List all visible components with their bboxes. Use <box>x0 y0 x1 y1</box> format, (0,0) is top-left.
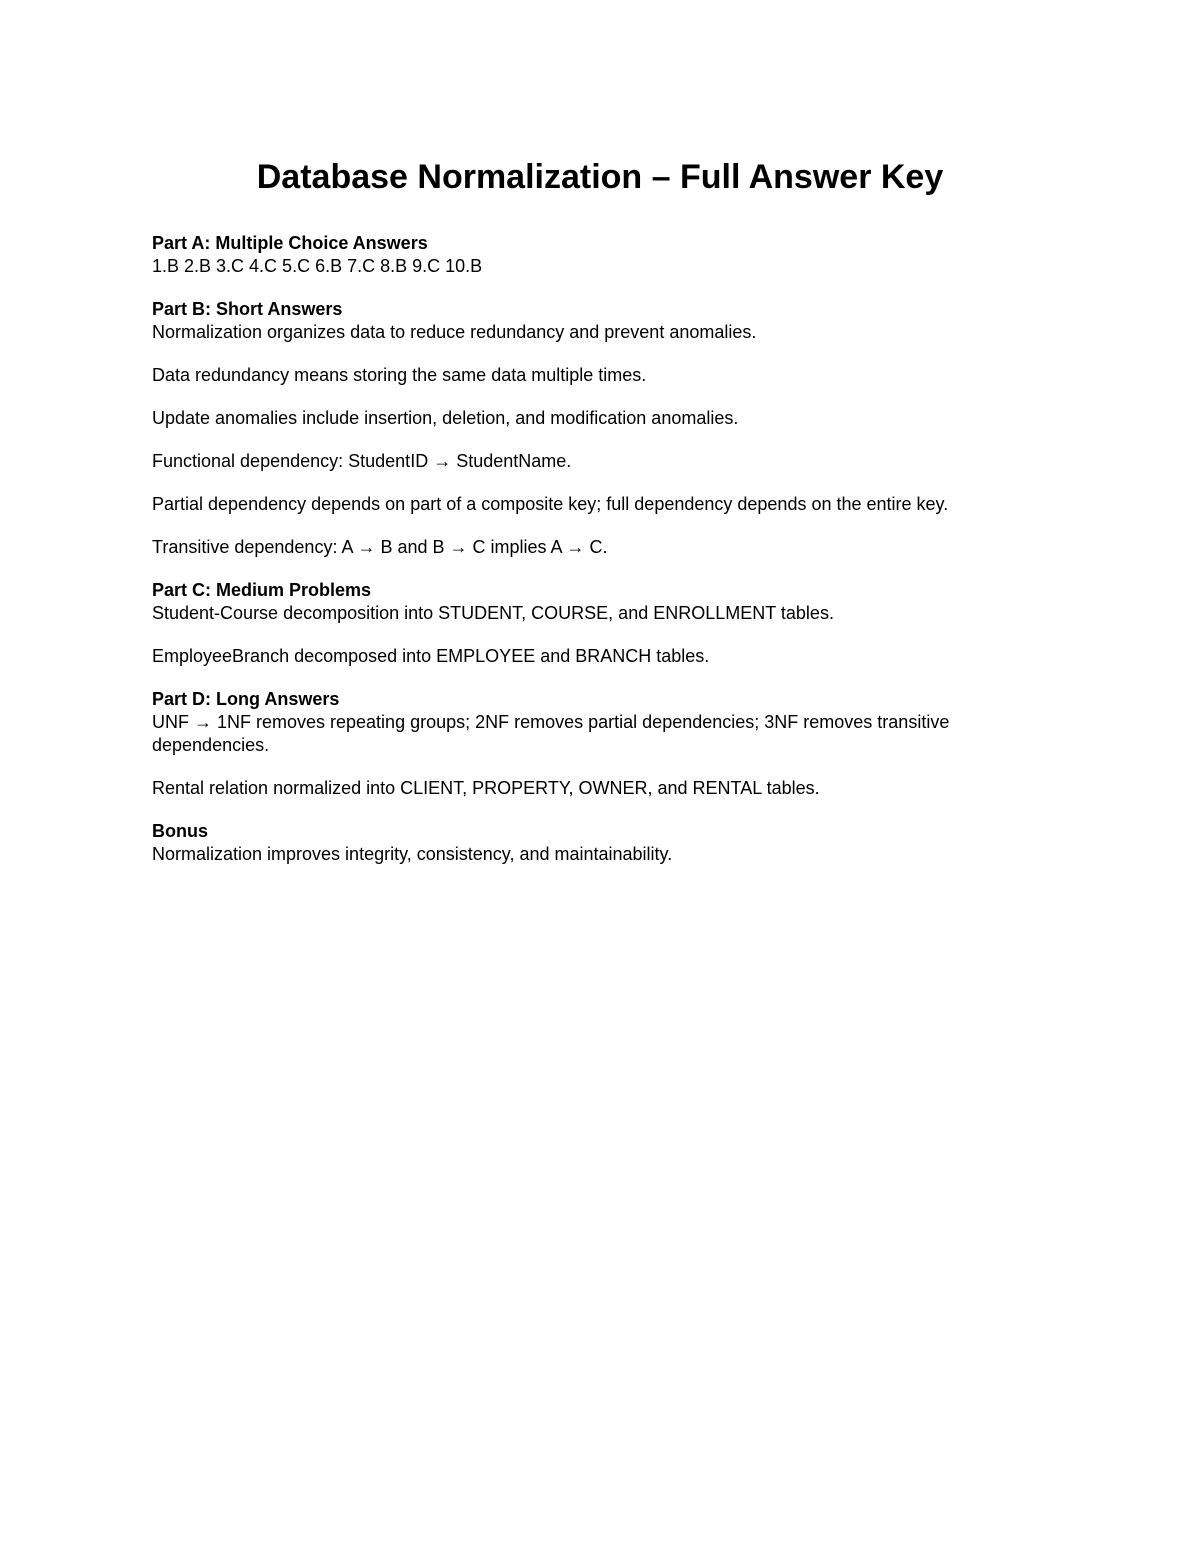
answer-line: Normalization improves integrity, consistency, and maintainability. <box>152 844 673 864</box>
section-heading: Part D: Long Answers <box>152 689 340 709</box>
answer-line: Student-Course decomposition into STUDENT, COURSE, and ENROLLMENT tables. <box>152 603 834 623</box>
document-title: Database Normalization – Full Answer Key <box>256 158 944 196</box>
section-heading: Part C: Medium Problems <box>152 580 372 600</box>
answer-line: Rental relation normalized into CLIENT, PROPERTY, OWNER, and RENTAL tables. <box>152 778 820 798</box>
answer-line: UNF → 1NF removes repeating groups; 2NF removes partial dependencies; 3NF removes transitive dependencies. <box>152 712 950 755</box>
answer-line: Normalization organizes data to reduce redundancy and prevent anomalies. <box>152 322 757 342</box>
section-heading: Bonus <box>152 821 208 841</box>
section-part-a <box>152 232 1052 278</box>
document-body <box>152 232 1052 886</box>
section-heading: Part A: Multiple Choice Answers <box>152 233 428 253</box>
answer-line: Partial dependency depends on part of a composite key; full dependency depends on the entire key. <box>152 494 949 514</box>
answer-line: Functional dependency: StudentID → StudentName. <box>152 451 572 471</box>
section-part-d <box>152 688 1052 800</box>
answer-line: EmployeeBranch decomposed into EMPLOYEE and BRANCH tables. <box>152 646 710 666</box>
section-part-b <box>152 298 1052 559</box>
section-heading: Part B: Short Answers <box>152 299 343 319</box>
answer-line: 1.B 2.B 3.C 4.C 5.C 6.B 7.C 8.B 9.C 10.B <box>152 256 483 276</box>
section-bonus <box>152 820 1052 866</box>
answer-line: Transitive dependency: A → B and B → C implies A → C. <box>152 537 608 557</box>
section-part-c <box>152 579 1052 668</box>
answer-line: Data redundancy means storing the same data multiple times. <box>152 365 647 385</box>
answer-line: Update anomalies include insertion, deletion, and modification anomalies. <box>152 408 739 428</box>
